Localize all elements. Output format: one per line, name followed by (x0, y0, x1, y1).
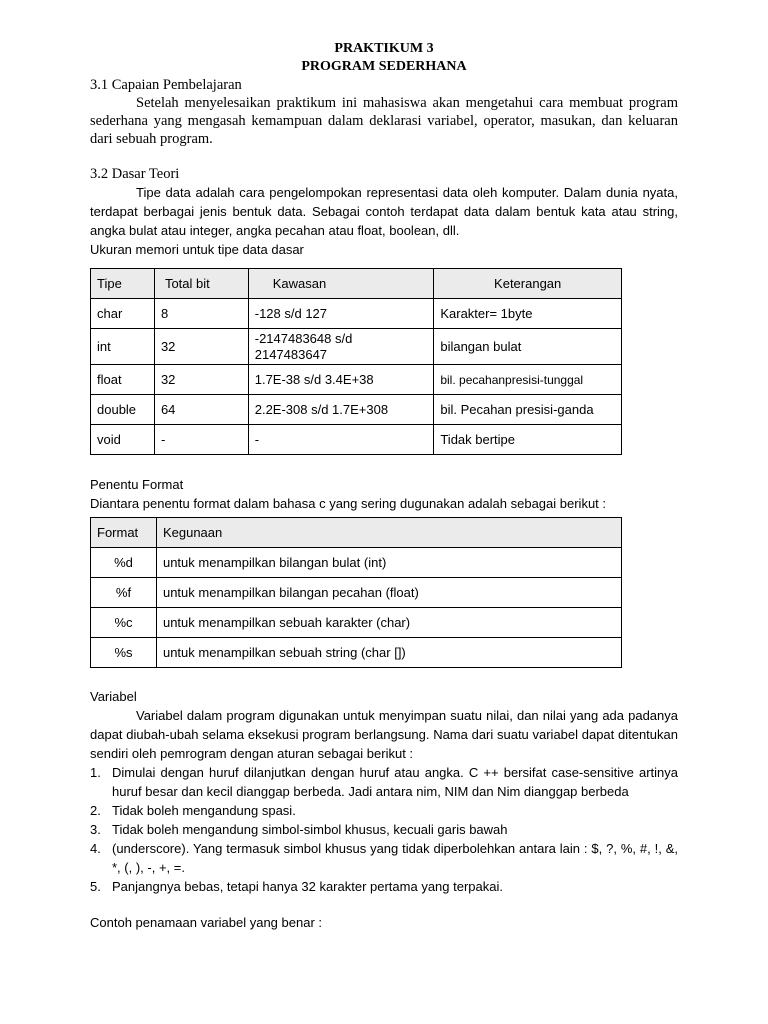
header-tipe: Tipe (91, 269, 155, 299)
list-number: 1. (90, 765, 101, 780)
format-intro: Diantara penentu format dalam bahasa c yang sering dugunakan adalah sebagai berikut : (90, 496, 607, 511)
list-number: 5. (90, 879, 101, 894)
cell: 32 (154, 329, 248, 365)
list-text: Panjangnya bebas, tetapi hanya 32 karakter pertama yang terpakai. (112, 879, 503, 894)
table-row (91, 395, 622, 425)
list-item (90, 820, 678, 839)
cell: untuk menampilkan sebuah string (char []) (156, 638, 621, 668)
list-text: Tidak boleh mengandung spasi. (112, 803, 296, 818)
section-3-1-heading: 3.1 Capaian Pembelajaran (90, 77, 242, 93)
cell: void (91, 425, 155, 455)
header-total-bit: Total bit (154, 269, 248, 299)
memory-caption-text: Ukuran memori untuk tipe data dasar (90, 242, 304, 257)
memory-caption (90, 240, 678, 259)
example-caption: Contoh penamaan variabel yang benar : (90, 915, 322, 930)
table-row (91, 638, 622, 668)
format-specifier-table (90, 517, 622, 668)
list-number: 3. (90, 822, 101, 837)
cell: %c (91, 608, 157, 638)
section-3-1-paragraph: Setelah menyelesaikan praktikum ini mahasiswa akan mengetahui cara membuat program sederhana yang mengasah kemampuan dalam deklarasi variabel, operator, masukan, dan keluaran dari sebuah program. (90, 95, 678, 147)
cell: -128 s/d 127 (248, 299, 434, 329)
cell: 1.7E-38 s/d 3.4E+38 (248, 365, 434, 395)
cell: bil. Pecahan presisi-ganda (434, 395, 622, 425)
list-item (90, 763, 678, 801)
table-row (91, 365, 622, 395)
list-text: (underscore). Yang termasuk simbol khusus yang tidak diperbolehkan antara lain : $, ?, %, #, !, &, *, (, ), -, +, =. (112, 841, 678, 875)
header-format: Format (91, 518, 157, 548)
list-item (90, 839, 678, 877)
cell: untuk menampilkan sebuah karakter (char) (156, 608, 621, 638)
cell: int (91, 329, 155, 365)
table-header-row (91, 269, 622, 299)
cell: untuk menampilkan bilangan pecahan (float) (156, 578, 621, 608)
cell: Tidak bertipe (434, 425, 622, 455)
variable-rules-list (90, 763, 678, 896)
section-3-2-heading: 3.2 Dasar Teori (90, 166, 180, 182)
cell: -2147483648 s/d 2147483647 (248, 329, 434, 365)
table-row (91, 578, 622, 608)
format-heading: Penentu Format (90, 477, 184, 492)
header-kegunaan: Kegunaan (156, 518, 621, 548)
list-number: 4. (90, 841, 101, 856)
table-row (91, 299, 622, 329)
table-row (91, 425, 622, 455)
cell: bilangan bulat (434, 329, 622, 365)
document-title-line2: PROGRAM SEDERHANA (301, 59, 467, 74)
cell: float (91, 365, 155, 395)
cell: %d (91, 548, 157, 578)
list-item (90, 801, 678, 820)
header-keterangan: Keterangan (434, 269, 622, 299)
cell: - (154, 425, 248, 455)
document-title-line1: PRAKTIKUM 3 (334, 41, 434, 56)
cell: 32 (154, 365, 248, 395)
list-item (90, 877, 678, 896)
table-header-row (91, 518, 622, 548)
section-3-2-paragraph: Tipe data adalah cara pengelompokan representasi data oleh komputer. Dalam dunia nyata, terdapat berbagai jenis bentuk data. Sebagai contoh terdapat data dalam bentuk kata atau string, angka bulat atau integer, angka pecahan atau float, boolean, dll. (90, 185, 678, 238)
list-text: Tidak boleh mengandung simbol-simbol khusus, kecuali garis bawah (112, 822, 508, 837)
table-row (91, 608, 622, 638)
cell: Karakter= 1byte (434, 299, 622, 329)
cell: char (91, 299, 155, 329)
cell: bil. pecahanpresisi-tunggal (434, 365, 622, 395)
cell: 8 (154, 299, 248, 329)
header-kawasan: Kawasan (248, 269, 434, 299)
cell: - (248, 425, 434, 455)
list-number: 2. (90, 803, 101, 818)
cell: double (91, 395, 155, 425)
cell: %f (91, 578, 157, 608)
cell: 64 (154, 395, 248, 425)
table-row (91, 329, 622, 365)
table-row (91, 548, 622, 578)
variabel-heading: Variabel (90, 689, 137, 704)
cell: untuk menampilkan bilangan bulat (int) (156, 548, 621, 578)
cell: 2.2E-308 s/d 1.7E+308 (248, 395, 434, 425)
cell: %s (91, 638, 157, 668)
list-text: Dimulai dengan huruf dilanjutkan dengan huruf atau angka. C ++ bersifat case-sensitive artinya huruf besar dan kecil dianggap berbeda. Jadi antara nim, NIM dan Nim dianggap berbeda (112, 765, 678, 799)
data-type-table (90, 268, 622, 455)
document-page (90, 40, 678, 932)
variabel-paragraph: Variabel dalam program digunakan untuk menyimpan suatu nilai, dan nilai yang ada padanya dapat diubah-ubah selama eksekusi program berlangsung. Nama dari suatu variabel dapat ditentukan sendiri oleh pemrogram dengan aturan sebagai berikut : (90, 708, 678, 761)
